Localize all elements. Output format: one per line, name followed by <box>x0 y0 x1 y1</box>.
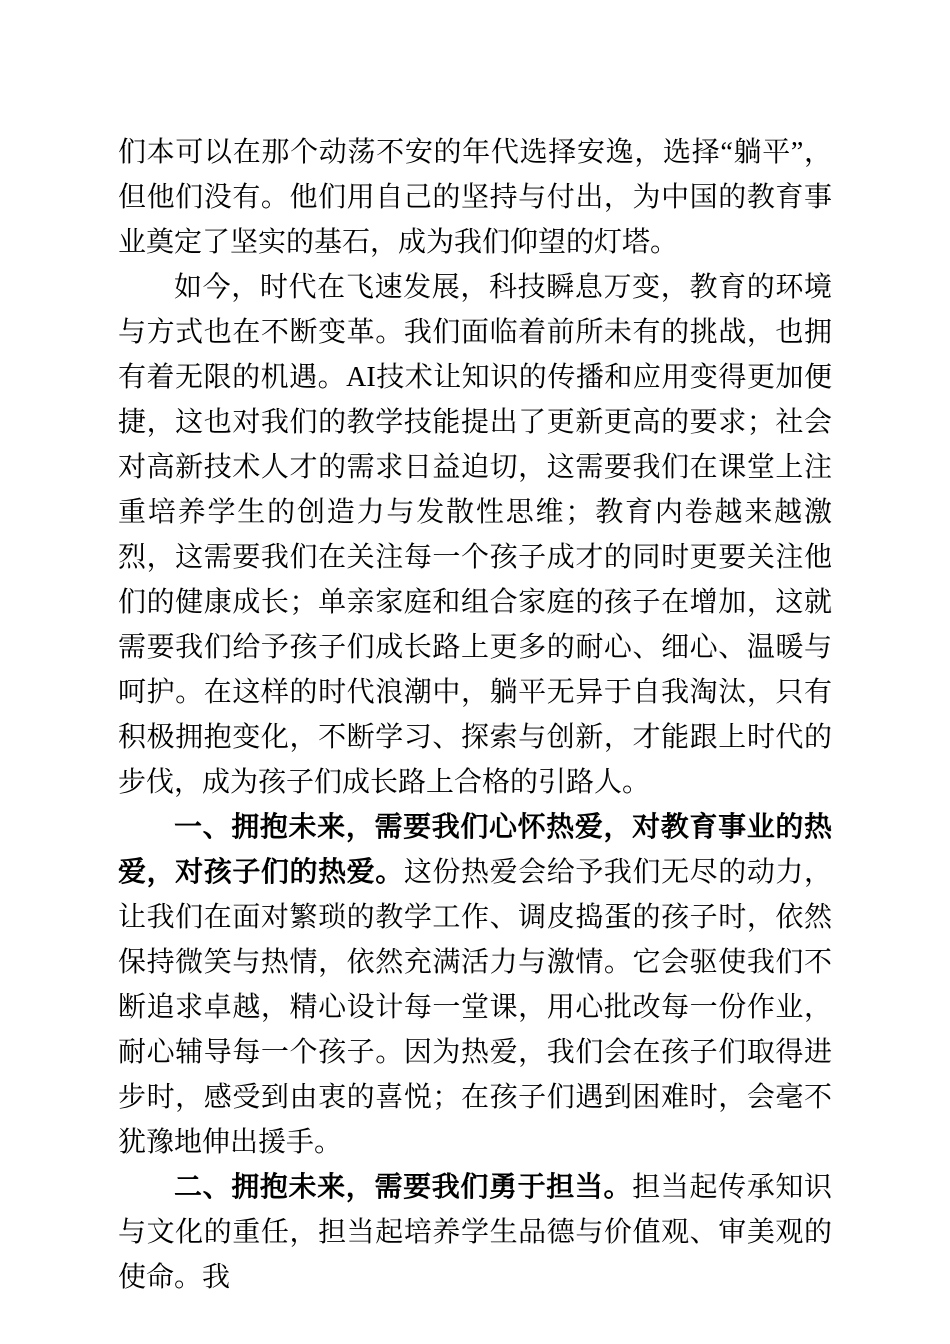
paragraph <box>118 805 832 1165</box>
paragraph <box>118 265 832 805</box>
paragraph-run-bold: 一、拥抱未来，需要我们心怀热爱，对教育事业的热爱，对孩子们的热爱。 <box>118 812 832 888</box>
paragraph <box>118 130 832 265</box>
paragraph-run: 这份热爱会给予我们无尽的动力，让我们在面对繁琐的教学工作、调皮捣蛋的孩子时，依然保持微笑与热情，依然充满活力与激情。它会驱使我们不断追求卓越，精心设计每一堂课，用心批改每一份作业，耐心辅导每一个孩子。因为热爱，我们会在孩子们取得进步时，感受到由衷的喜悦；在孩子们遇到困难时，会毫不犹豫地伸出援手。 <box>118 857 832 1158</box>
paragraph-run: 们本可以在那个动荡不安的年代选择安逸，选择“躺平”，但他们没有。他们用自己的坚持与付出，为中国的教育事业奠定了坚实的基石，成为我们仰望的灯塔。 <box>118 137 832 258</box>
paragraph <box>118 1165 832 1300</box>
paragraph-run-bold: 二、拥抱未来，需要我们勇于担当。 <box>174 1172 633 1203</box>
document-body <box>118 130 832 1300</box>
paragraph-run: 担当起传承知识与文化的重任，担当起培养学生品德与价值观、审美观的使命。我 <box>118 1172 832 1293</box>
paragraph-run: 如今，时代在飞速发展，科技瞬息万变，教育的环境与方式也在不断变革。我们面临着前所未有的挑战，也拥有着无限的机遇。AI技术让知识的传播和应用变得更加便捷，这也对我们的教学技能提出了更新更高的要求；社会对高新技术人才的需求日益迫切，这需要我们在课堂上注重培养学生的创造力与发散性思维；教育内卷越来越激烈，这需要我们在关注每一个孩子成才的同时更要关注他们的健康成长；单亲家庭和组合家庭的孩子在增加，这就需要我们给予孩子们成长路上更多的耐心、细心、温暖与呵护。在这样的时代浪潮中，躺平无异于自我淘汰，只有积极拥抱变化，不断学习、探索与创新，才能跟上时代的步伐，成为孩子们成长路上合格的引路人。 <box>118 272 832 798</box>
